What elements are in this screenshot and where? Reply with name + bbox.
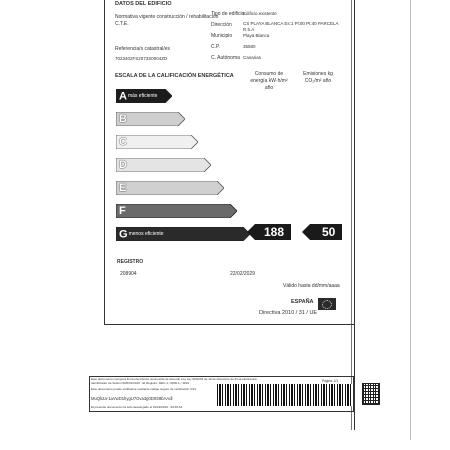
verify-line: Este documento puede verificarse mediante código seguro de verificación CSV: [91, 387, 197, 391]
cp-label: C.P.: [211, 44, 221, 50]
consumption-header: Consumo de energía kW·h/m² año: [250, 71, 288, 91]
page-right-border-2: [351, 0, 352, 430]
energy-class-d: [116, 158, 211, 172]
energy-class-f: [116, 204, 237, 218]
address-value: CS PLAYA BLANCA Es:1 Pl:00 Pt:40 PARCELA R.5.A: [243, 21, 339, 32]
energy-class-letter: F: [119, 205, 126, 217]
registry-number: 208904: [120, 271, 137, 277]
page-bottom-border: [104, 324, 354, 325]
barcode: [217, 384, 352, 406]
region-value: Canarias: [243, 55, 262, 60]
norm-label: Normativa vigente construcción / rehabilitación: [115, 14, 219, 20]
registry-validity: Válido hasta dd/mm/aaaa: [283, 283, 340, 289]
municipality-value: Playa Blanca: [243, 33, 270, 38]
energy-class-d-shape: [116, 158, 211, 172]
emissions-value: 50: [322, 225, 336, 239]
consumption-value: 188: [264, 225, 285, 239]
energy-class-letter: A: [119, 90, 127, 103]
energy-class-c: [116, 135, 198, 149]
page-right-border: [354, 0, 355, 430]
directive-label: Directiva 2010 / 31 / UE: [259, 310, 318, 316]
cp-value: 35580: [243, 44, 256, 49]
scale-title: ESCALA DE LA CALIFICACIÓN ENERGÉTICA: [115, 73, 234, 79]
signature-line-1: Este documento incorpora firma electrónica reconocida de acuerdo a la Ley 59/2003 de 19 de diciembre de firma electrónica: [91, 377, 257, 381]
energy-class-b: [116, 112, 185, 126]
energy-class-e-shape: [116, 181, 224, 195]
energy-class-letter: D: [119, 159, 127, 171]
consumption-indicator: [247, 224, 291, 240]
norm-value: C.T.E.: [115, 21, 129, 27]
energy-class-letter: C: [119, 136, 127, 148]
type-value: Edificio existente: [243, 11, 277, 16]
cadastral-value: 7023402FS2073S0004ZD: [115, 56, 168, 61]
qr-code: [362, 383, 380, 405]
energy-class-c-shape: [116, 135, 198, 149]
bottom-caption: menos eficiente: [128, 231, 164, 237]
municipality-label: Municipio: [211, 33, 233, 39]
emissions-indicator: [302, 224, 342, 240]
signature-line-2: Identificador de Sesión 60/6/01/2019 · El Registro: REC-1 / 0800-1 / 3019: [91, 381, 189, 385]
scan-edge: [410, 0, 411, 440]
section-title: DATOS DEL EDIFICIO: [115, 1, 172, 7]
energy-class-f-shape: [116, 204, 237, 218]
energy-class-a: [116, 89, 172, 103]
energy-class-letter: G: [119, 228, 128, 241]
region-label: C. Autónoma: [211, 55, 240, 61]
page-label: Página: 1/1: [322, 379, 339, 383]
top-caption: más eficiente: [127, 93, 158, 99]
emissions-header: Emisiones kg CO₂/m² año: [303, 71, 333, 84]
country-label: ESPAÑA: [291, 299, 314, 305]
signed-line: El presente documento ha sido descargado el 24/02/2019 - 09:49:54: [91, 405, 183, 409]
energy-class-g: [116, 227, 250, 241]
registry-date: 22/02/2029: [230, 271, 256, 277]
address-label: Dirección: [211, 22, 232, 28]
cadastral-label: Referencia/s catastral/es: [115, 46, 171, 52]
eu-flag-icon: [318, 298, 336, 310]
energy-class-letter: B: [119, 113, 127, 125]
registry-title: REGISTRO: [117, 259, 144, 265]
energy-class-e: [116, 181, 224, 195]
type-label: Tipo de edificio: [211, 11, 245, 17]
page-left-border: [104, 0, 105, 325]
csv-code: MuQk2a-1aVwD1hygU7Gva3g0D0S8bAAdl: [91, 396, 173, 401]
energy-class-letter: E: [119, 182, 127, 194]
